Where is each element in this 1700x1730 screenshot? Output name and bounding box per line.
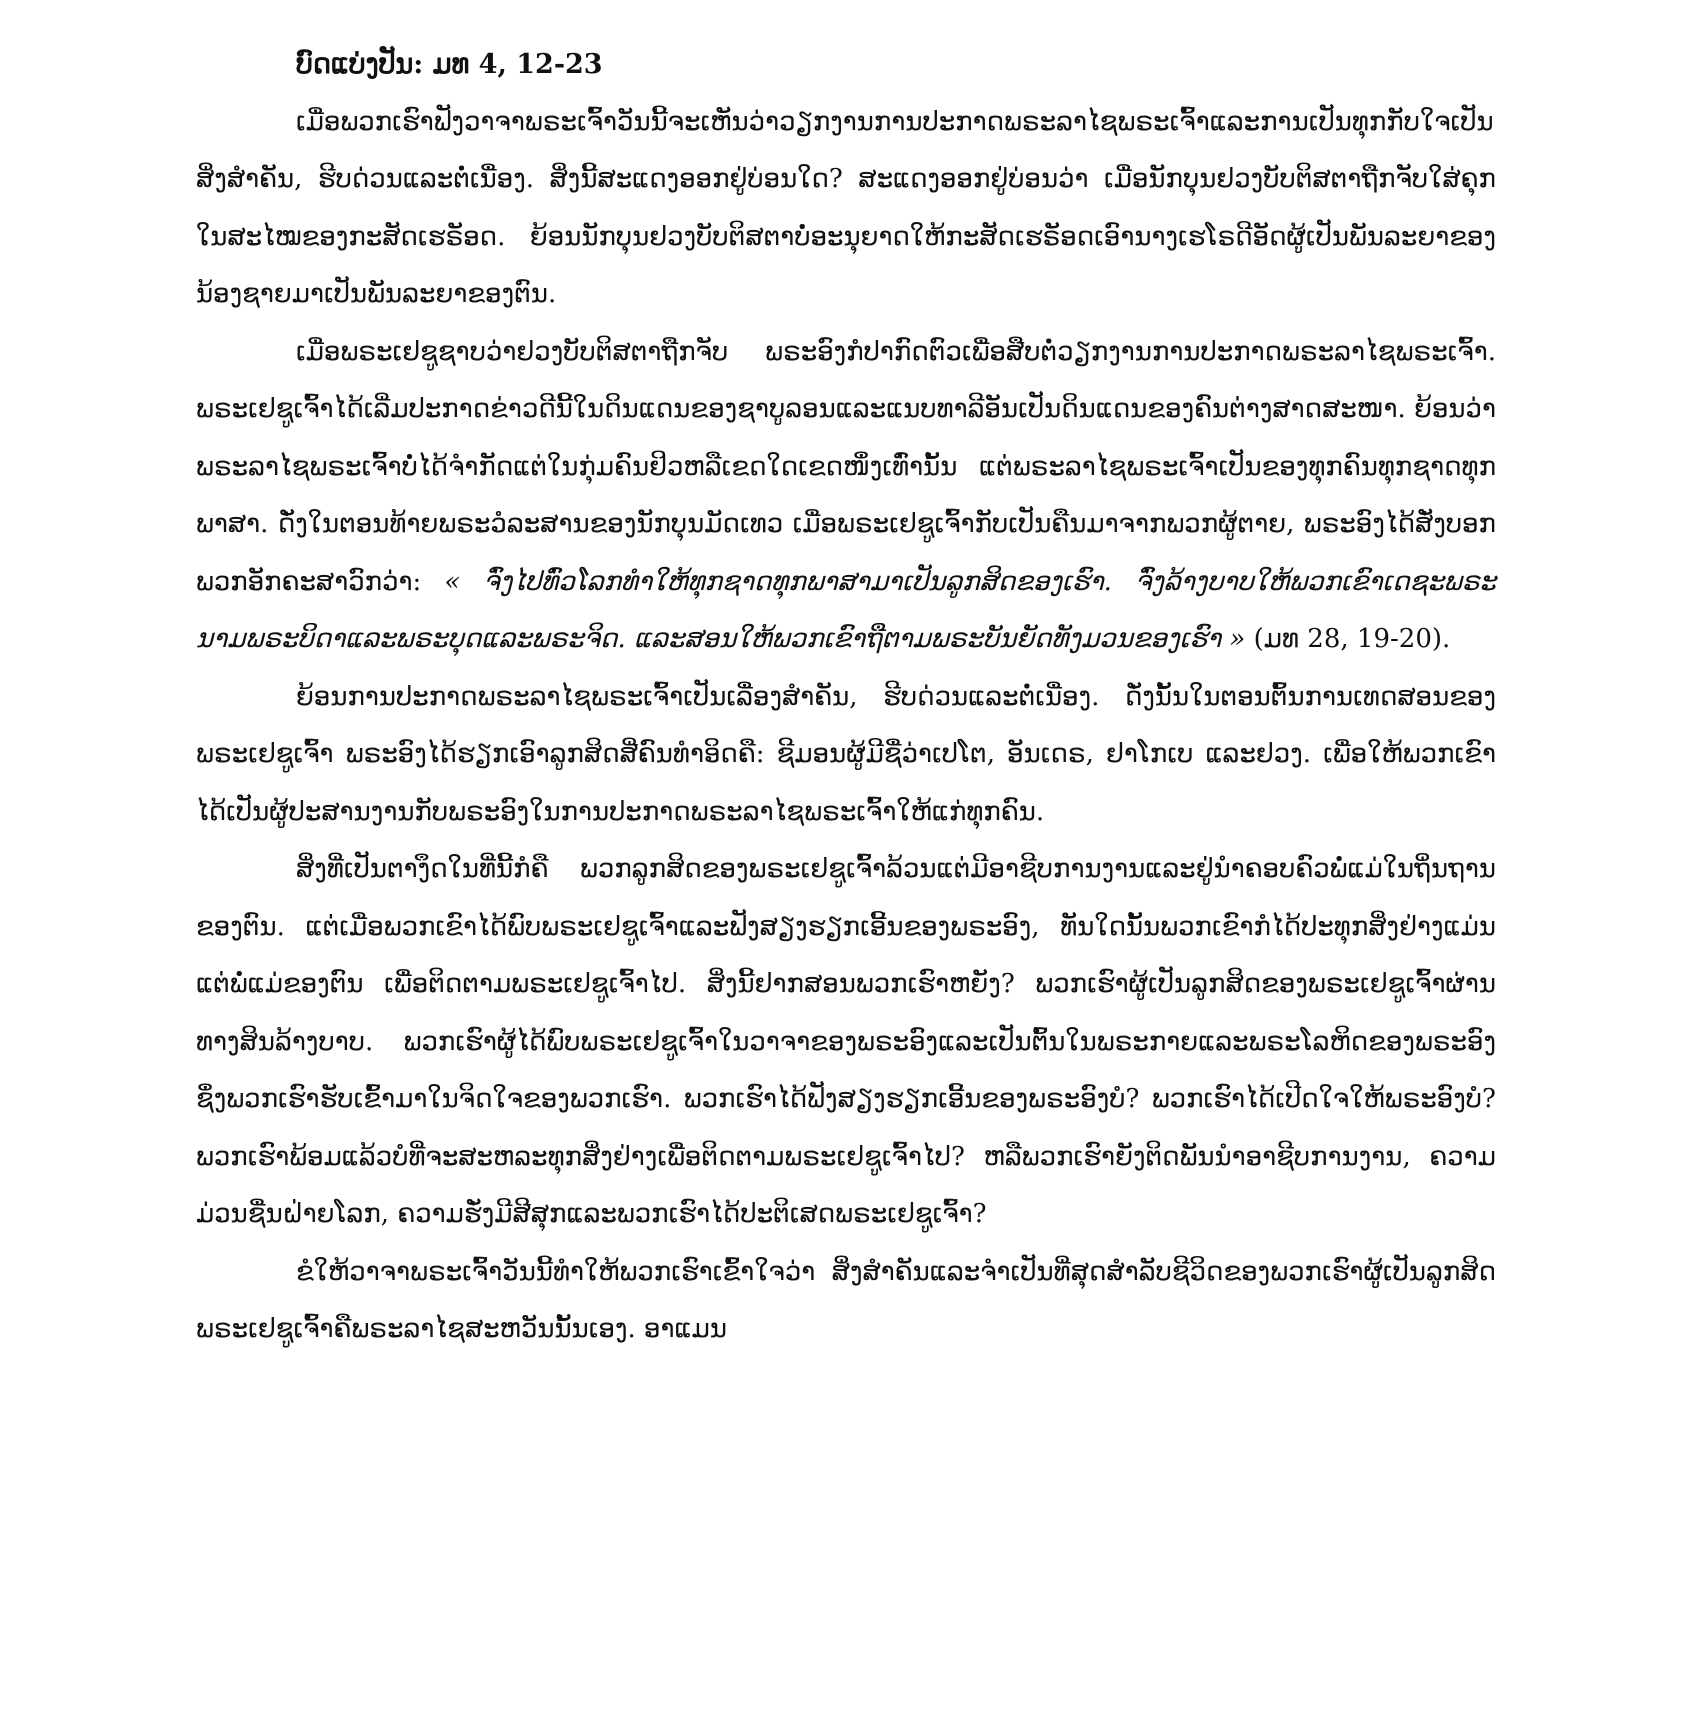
paragraph-5-text: ຂໍໃຫ້ວາຈາພຣະເຈົ້າວັນນີ້ທຳໃຫ້ພວກເຮົາເຂົ້າໃຈວ່າ ສິ່ງສຳຄັນແລະຈຳເປັນທີ່ສຸດສຳລັບຊີວິດຂອງພວກເຮົາຜູ້ເປັນລູກສິດພຣະເຢຊູເຈົ້າຄືພຣະລາໄຊສະຫວັນນັ້ນເອງ. ອາແມນ <box>196 1256 1496 1344</box>
paragraph-2 <box>196 324 1496 669</box>
document-body <box>196 36 1496 1359</box>
scripture-citation: (ມທ 28, 19-20). <box>1245 624 1451 654</box>
paragraph-2-text: ເມື່ອພຣະເຢຊູຊາບວ່າຢວງບັບຕິສຕາຖືກຈັບ ພຣະອົງກໍປາກົດຕົວເພື່ອສືບຕໍ່ວຽກງານການປະກາດພຣະລາໄຊພຣະເຈົ້າ. ພຣະເຢຊູເຈົ້າໄດ້ເລີ່ມປະກາດຂ່າວດີນີ້ໃນດິນແດນຂອງຊາບູລອນແລະແນບທາລີອັນເປັນດິນແດນຂອງຄົນຕ່າງສາດສະໜາ. ຍ້ອນວ່າພຣະລາໄຊພຣະເຈົ້າບໍ່ໄດ້ຈຳກັດແຕ່ໃນກຸ່ມຄົນຢິວຫລືເຂດໃດເຂດໜຶ່ງເທົ່ານັ້ນ ແຕ່ພຣະລາໄຊພຣະເຈົ້າເປັນຂອງທຸກຄົນທຸກຊາດທຸກພາສາ. ດັ່ງໃນຕອນທ້າຍພຣະວໍລະສານຂອງນັກບຸນມັດເທວ ເມື່ອພຣະເຢຊູເຈົ້າກັບເປັນຄືນມາຈາກພວກຜູ້ຕາຍ, ພຣະອົງໄດ້ສັ່ງບອກພວກອັກຄະສາວົກວ່າ: <box>196 336 1496 597</box>
paragraph-5 <box>196 1244 1496 1359</box>
paragraph-1-text: ເມື່ອພວກເຮົາຟັງວາຈາພຣະເຈົ້າວັນນີ້ຈະເຫັນວ່າວຽກງານການປະກາດພຣະລາໄຊພຣະເຈົ້າແລະການເປັນທຸກກັບໃຈເປັນສິ່ງສຳຄັນ, ຮີບດ່ວນແລະຕໍ່ເນື່ອງ. ສິ່ງນີ້ສະແດງອອກຢູ່ບ່ອນໃດ? ສະແດງອອກຢູ່ບ່ອນວ່າ ເມື່ອນັກບຸນຢວງບັບຕິສຕາຖືກຈັບໃສ່ຄຸກໃນສະໄໝຂອງກະສັດເຮຣັອດ. ຍ້ອນນັກບຸນຢວງບັບຕິສຕາບໍ່ອະນຸຍາດໃຫ້ກະສັດເຮຣັອດເອົານາງເຮໂຣດີອັດຜູ້ເປັນພັນລະຍາຂອງນ້ອງຊາຍມາເປັນພັນລະຍາຂອງຕົນ. <box>196 106 1496 309</box>
paragraph-1 <box>196 94 1496 324</box>
scripture-quote: « ຈົ່ງໄປທົ່ວໂລກທຳໃຫ້ທຸກຊາດທຸກພາສາມາເປັນລູກສິດຂອງເຮົາ. ຈົ່ງລ້າງບາບໃຫ້ພວກເຂົາເດຊະພຣະນາມພຣະບິດາແລະພຣະບຸດແລະພຣະຈິດ. ແລະສອນໃຫ້ພວກເຂົາຖືຕາມພຣະບັນຍັດທັງມວນຂອງເຮົາ » <box>196 566 1496 654</box>
document-title: ບົດແບ່ງປັນ: ມທ 4, 12-23 <box>296 49 603 80</box>
paragraph-4 <box>196 841 1496 1244</box>
paragraph-4-text: ສິ່ງທີ່ເປັນຕາງຶດໃນທີ່ນີ້ກໍຄື ພວກລູກສິດຂອງພຣະເຢຊູເຈົ້າລ້ວນແຕ່ມີອາຊີບການງານແລະຢູ່ນຳຄອບຄົວພໍ່ແມ່ໃນຖິ່ນຖານຂອງຕົນ. ແຕ່ເມື່ອພວກເຂົາໄດ້ພົບພຣະເຢຊູເຈົ້າແລະຟັງສຽງຮຽກເອີ້ນຂອງພຣະອົງ, ທັນໃດນັ້ນພວກເຂົາກໍໄດ້ປະທຸກສິ່ງຢ່າງແມ່ນແຕ່ພໍ່ແມ່ຂອງຕົນ ເພື່ອຕິດຕາມພຣະເຢຊູເຈົ້າໄປ. ສິ່ງນີ້ຢາກສອນພວກເຮົາຫຍັງ? ພວກເຮົາຜູ້ເປັນລູກສິດຂອງພຣະເຢຊູເຈົ້າຜ່ານທາງສິນລ້າງບາບ. ພວກເຮົາຜູ້ໄດ້ພົບພຣະເຢຊູເຈົ້າໃນວາຈາຂອງພຣະອົງແລະເປັນຕົ້ນໃນພຣະກາຍແລະພຣະໂລຫິດຂອງພຣະອົງຊຶ່ງພວກເຮົາຮັບເຂົ້າມາໃນຈິດໃຈຂອງພວກເຮົາ. ພວກເຮົາໄດ້ຟັງສຽງຮຽກເອີ້ນຂອງພຣະອົງບໍ? ພວກເຮົາໄດ້ເປີດໃຈໃຫ້ພຣະອົງບໍ? ພວກເຮົາພ້ອມແລ້ວບໍທີ່ຈະສະຫລະທຸກສິ່ງຢ່າງເພື່ອຕິດຕາມພຣະເຢຊູເຈົ້າໄປ? ຫລືພວກເຮົາຍັງຕິດພັນນຳອາຊີບການງານ, ຄວາມມ່ວນຊື່ນຝ່າຍໂລກ, ຄວາມຮັ່ງມີສີສຸກແລະພວກເຮົາໄດ້ປະຕິເສດພຣະເຢຊູເຈົ້າ? <box>196 854 1496 1229</box>
paragraph-3-text: ຍ້ອນການປະກາດພຣະລາໄຊພຣະເຈົ້າເປັນເລື່ອງສຳຄັນ, ຮີບດ່ວນແລະຕໍ່ເນື່ອງ. ດັ່ງນັ້ນໃນຕອນຕົ້ນການເທດສອນຂອງພຣະເຢຊູເຈົ້າ ພຣະອົງໄດ້ຮຽກເອົາລູກສິດສີ່ຄົນທຳອິດຄື: ຊີມອນຜູ້ມີຊື່ວ່າເປໂຕ, ອັນເດຣ, ຢາໂກເບ ແລະຢວງ. ເພື່ອໃຫ້ພວກເຂົາໄດ້ເປັນຜູ້ປະສານງານກັບພຣະອົງໃນການປະກາດພຣະລາໄຊພຣະເຈົ້າໃຫ້ແກ່ທຸກຄົນ. <box>196 681 1496 827</box>
paragraph-3 <box>196 669 1496 842</box>
